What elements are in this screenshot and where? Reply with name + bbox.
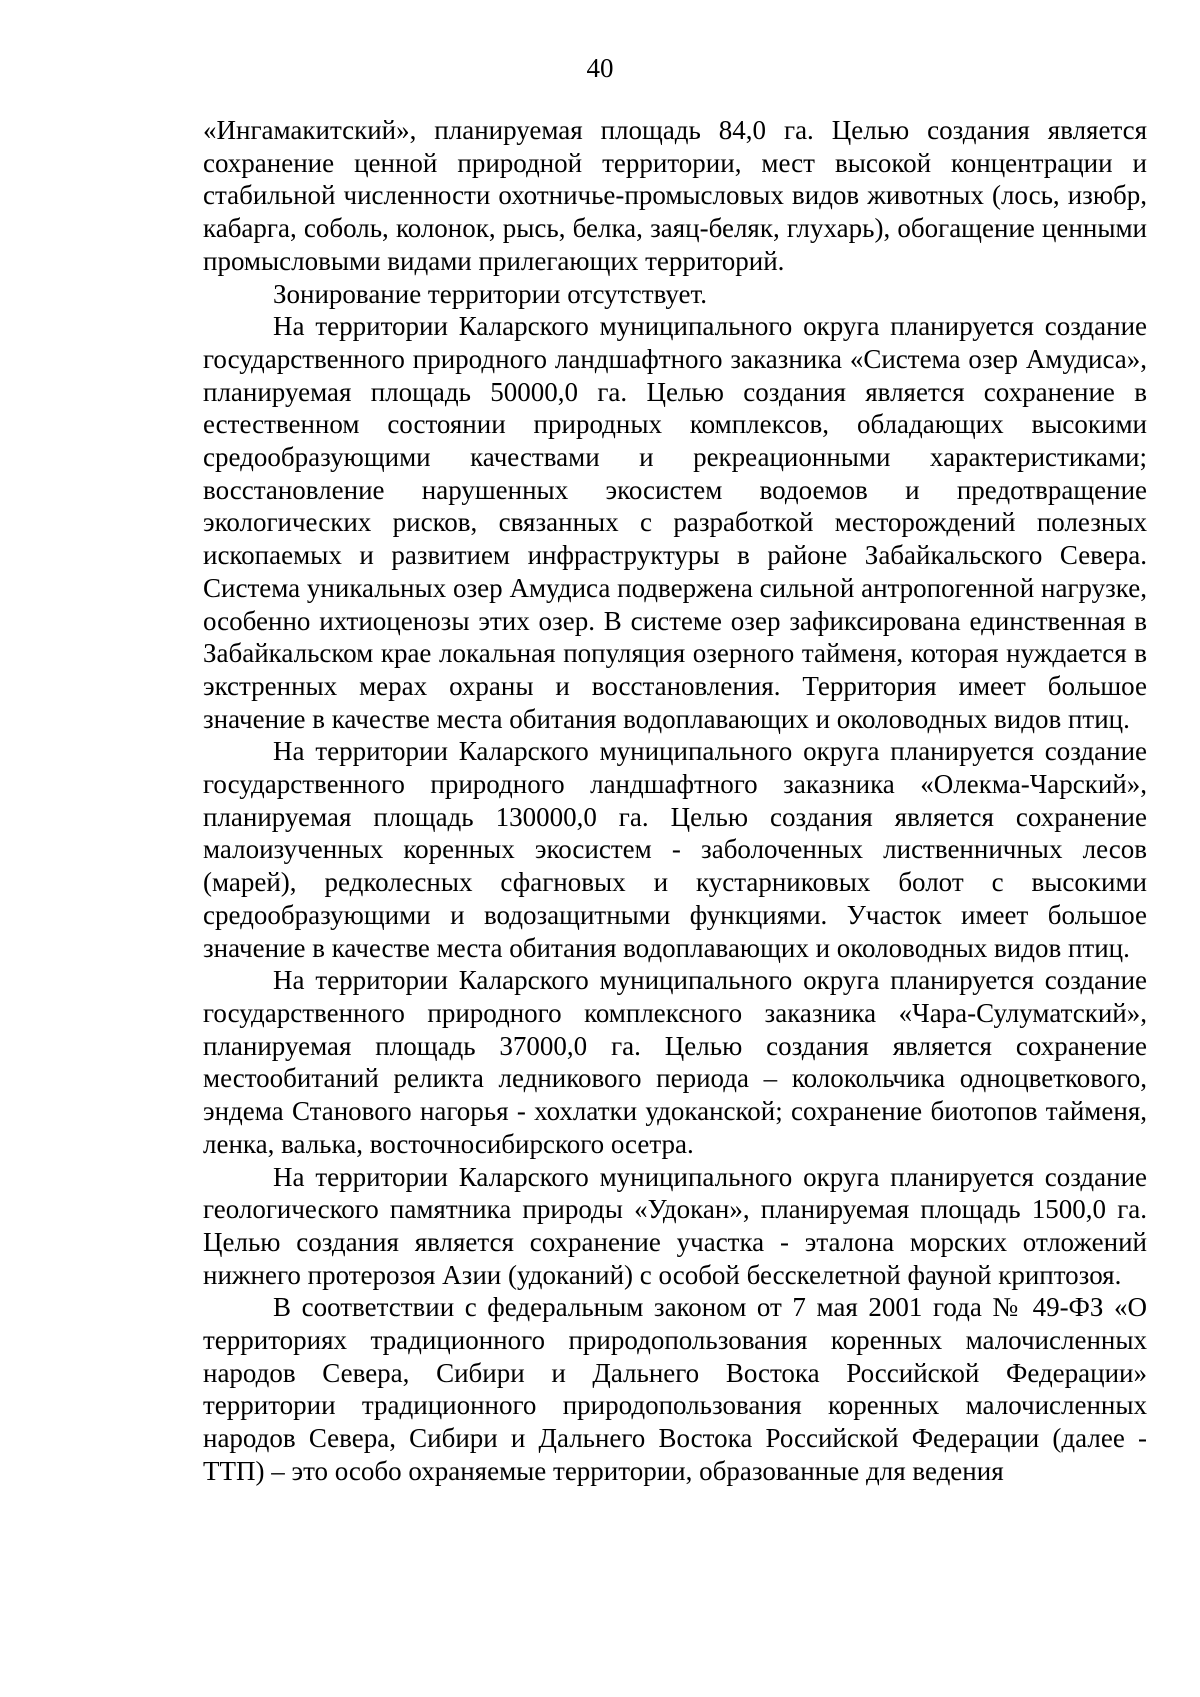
paragraph-chara-sulumatsky: На территории Каларского муниципального округа планируется создание государственного природного комплексного заказника «Чара-Сулуматский», планируемая площадь 37000,0 га. Целью создания является сохранение местообитаний реликта ледникового периода – колокольчика одноцветкового, эндема Станового нагорья - хохлатки удоканской; сохранение биотопов тайменя, ленка, валька, восточносибирского осетра.	[203, 965, 1147, 1159]
paragraph-zoning: Зонирование территории отсутствует.	[273, 278, 708, 309]
paragraph-amudisa-lakes: На территории Каларского муниципального округа планируется создание государственного природного ландшафтного заказника «Система озер Амудиса», планируемая площадь 50000,0 га. Целью создания является сохранение в естественном состоянии природных комплексов, обладающих высокими средообразующими качествами и рекреационными характеристиками; восстановление нарушенных экосистем водоемов и предотвращение экологических рисков, связанных с разработкой месторождений полезных ископаемых и развитием инфраструктуры в районе Забайкальского Севера. Система уникальных озер Амудиса подвержена сильной антропогенной нагрузке, особенно ихтиоценозы этих озер. В системе озер зафиксирована единственная в Забайкальском крае локальная популяция озерного тайменя, которая нуждается в экстренных мерах охраны и восстановления. Территория имеет большое значение в качестве места обитания водоплавающих и околоводных видов птиц.	[203, 311, 1147, 734]
document-body	[203, 114, 1147, 1488]
paragraph-federal-law-ttp: В соответствии с федеральным законом от 7 мая 2001 года № 49-ФЗ «О территориях традиционного природопользования коренных малочисленных народов Севера, Сибири и Дальнего Востока Российской Федерации» территории традиционного природопользования коренных малочисленных народов Севера, Сибири и Дальнего Востока Российской Федерации (далее - ТТП) – это особо охраняемые территории, образованные для ведения	[203, 1292, 1147, 1486]
paragraph-ingamakitsky: «Ингамакитский», планируемая площадь 84,0 га. Целью создания является сохранение ценной природной территории, мест высокой концентрации и стабильной численности охотничье-промысловых видов животных (лось, изюбр, кабарга, соболь, колонок, рысь, белка, заяц-беляк, глухарь), обогащение ценными промысловыми видами прилегающих территорий.	[203, 115, 1147, 276]
paragraph-udokan: На территории Каларского муниципального округа планируется создание геологического памятника природы «Удокан», планируемая площадь 1500,0 га. Целью создания является сохранение участка - эталона морских отложений нижнего протерозоя Азии (удоканий) с особой бесскелетной фауной криптозоя.	[203, 1161, 1147, 1290]
page-number: 40	[586, 53, 614, 83]
paragraph-olekma-charsky: На территории Каларского муниципального округа планируется создание государственного природного ландшафтного заказника «Олекма-Чарский», планируемая площадь 130000,0 га. Целью создания является сохранение малоизученных коренных экосистем - заболоченных лиственничных лесов (марей), редколесных сфагновых и кустарниковых болот с высокими средообразующими и водозащитными функциями. Участок имеет большое значение в качестве места обитания водоплавающих и околоводных видов птиц.	[203, 736, 1147, 963]
